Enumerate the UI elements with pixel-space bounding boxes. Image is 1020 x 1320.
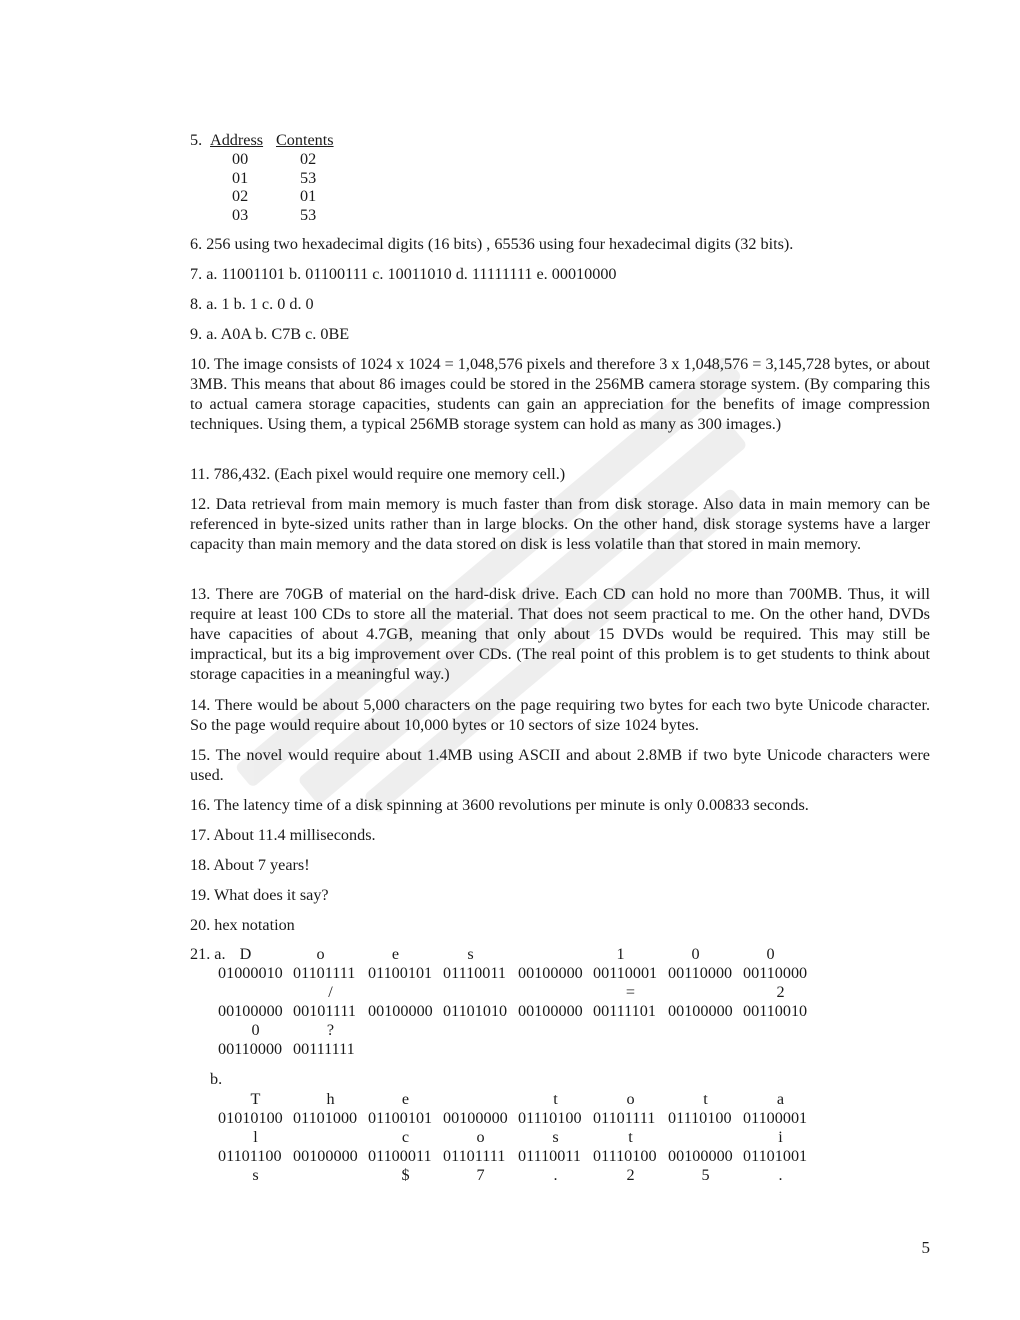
q21-letter-row xyxy=(218,1090,818,1108)
q21-letter: 2 xyxy=(626,1166,635,1184)
q21-letter: o xyxy=(476,1128,485,1146)
q21-bit-row xyxy=(218,964,818,983)
q5-address-cell: 02 xyxy=(232,187,249,205)
q5-address-cell: 03 xyxy=(232,205,249,224)
q21-byte: 01100011 xyxy=(368,1147,432,1165)
q21a-label: 21. a. xyxy=(190,945,226,963)
q21-bit-row xyxy=(218,1002,818,1021)
answer-q13: 13. There are 70GB of material on the hard-disk drive. Each CD can hold no more than 700MB. Thus, it will require at least 100 CDs to store all the material. That does not seem practical to me. On the other hand, DVDs have capacities of about 4.7GB, meaning that only about 15 DVDs would be required. This may still be impractical, but its a big improvement over CDs. (The real point of this problem is to get students to think about storage capacities in a meaningful way.) xyxy=(190,585,930,683)
q21-letter: t xyxy=(703,1090,708,1108)
q5-address-cell: 00 xyxy=(232,150,249,168)
q5-number: 5. xyxy=(190,131,203,149)
q21-letter: = xyxy=(625,983,636,1001)
q21-byte: 00110000 xyxy=(668,964,733,982)
q21-byte: 01101111 xyxy=(443,1147,506,1165)
q21-letter: h xyxy=(326,1090,335,1108)
q21-byte: 00111111 xyxy=(293,1040,355,1058)
q21-byte: 01101111 xyxy=(293,964,356,982)
q21-letter: e xyxy=(401,1090,410,1108)
q5-header-address: Address xyxy=(210,131,264,149)
q21-letter: t xyxy=(553,1090,558,1108)
answer-q15: 15. The novel would require about 1.4MB using ASCII and about 2.8MB if two byte Unicode characters were used. xyxy=(190,746,930,784)
q21-letter: 7 xyxy=(476,1166,485,1184)
answer-q6: 6. 256 using two hexadecimal digits (16 bits) , 65536 using four hexadecimal digits (32 bits). xyxy=(190,235,794,253)
answer-q19: 19. What does it say? xyxy=(190,886,329,904)
q21-byte: 01010100 xyxy=(218,1109,283,1127)
q21-letter: T xyxy=(250,1090,261,1108)
q21-byte: 01101100 xyxy=(218,1147,282,1165)
q5-contents-cell: 02 xyxy=(300,150,317,168)
q21-byte: 00100000 xyxy=(668,1002,733,1020)
q21-byte: 01101010 xyxy=(443,1002,508,1020)
q21-letter: . xyxy=(553,1166,558,1184)
q21-byte: 00100000 xyxy=(518,1002,583,1020)
answer-q17: 17. About 11.4 milliseconds. xyxy=(190,826,376,844)
q5-address-cell: 01 xyxy=(232,168,249,187)
answer-q12: 12. Data retrieval from main memory is much faster than from disk storage. Also data in main memory can be referenced in byte-sized units rather than in large blocks. On the other hand, disk storage systems have a larger capacity than main memory and the data stored on disk is less volatile than that stored in main memory. xyxy=(190,495,930,553)
q21-letter: o xyxy=(626,1090,635,1108)
q21-bit-row xyxy=(218,1040,368,1059)
answer-q14: 14. There would be about 5,000 characters on the page requiring two bytes for each two byte Unicode character. So the page would require about 10,000 bytes or 10 sectors of size 1024 bytes. xyxy=(190,696,930,734)
q21-letter: 0 xyxy=(691,945,700,963)
q21-byte: 00110010 xyxy=(743,1002,808,1020)
answer-q7: 7. a. 11001101 b. 01100111 c. 10011010 d. 11111111 e. 00010000 xyxy=(190,265,617,283)
q21-byte: 01100101 xyxy=(368,1109,433,1127)
q21-letter: 2 xyxy=(776,983,785,1001)
q21-byte: 00110000 xyxy=(743,964,808,982)
q21-letter: e xyxy=(391,945,400,963)
q21-byte: 01110011 xyxy=(518,1147,581,1165)
q21-byte: 01101111 xyxy=(593,1109,656,1127)
q21-letter-row xyxy=(218,983,818,1001)
q21-byte: 00100000 xyxy=(443,1109,508,1127)
q21-byte: 00100000 xyxy=(293,1147,358,1165)
answer-q11: 11. 786,432. (Each pixel would require one memory cell.) xyxy=(190,465,566,483)
q21-letter-row xyxy=(218,1166,818,1184)
q21-letter: D xyxy=(239,945,252,963)
q5-contents-cell: 53 xyxy=(300,205,317,224)
q21-byte: 00101111 xyxy=(293,1002,356,1020)
q21-byte: 01000010 xyxy=(218,964,283,982)
q21-byte: 00100000 xyxy=(368,1002,433,1020)
q21-byte: 01100101 xyxy=(368,964,433,982)
q21-letter: i xyxy=(778,1128,783,1146)
answer-q16: 16. The latency time of a disk spinning at 3600 revolutions per minute is only 0.00833 seconds. xyxy=(190,796,809,814)
q5-contents-cell: 53 xyxy=(300,168,317,187)
q21-letter-row xyxy=(218,1128,818,1146)
answer-q9: 9. a. A0A b. C7B c. 0BE xyxy=(190,325,350,343)
q21-letter: 0 xyxy=(766,945,775,963)
q21-letter: ? xyxy=(326,1021,335,1039)
q21-letter: . xyxy=(778,1166,783,1184)
q21-letter: / xyxy=(328,983,333,1001)
q21-letter: s xyxy=(467,945,474,963)
q21-letter: 1 xyxy=(616,945,625,963)
q21-letter: $ xyxy=(401,1166,410,1184)
answer-q20: 20. hex notation xyxy=(190,916,295,934)
answer-q18: 18. About 7 years! xyxy=(190,856,310,874)
q21-byte: 00110000 xyxy=(218,1040,283,1058)
q21-byte: 01100001 xyxy=(743,1109,808,1127)
answer-q8: 8. a. 1 b. 1 c. 0 d. 0 xyxy=(190,295,314,313)
q21b-label: b. xyxy=(210,1070,223,1088)
q21-letter: s xyxy=(552,1128,559,1146)
q21-byte: 01101000 xyxy=(293,1109,358,1127)
q21-letter: c xyxy=(401,1128,410,1146)
q21-byte: 00111101 xyxy=(593,1002,656,1020)
q21-letter-row xyxy=(218,1021,818,1039)
page-number: 5 xyxy=(921,1238,930,1257)
q21-letter-row xyxy=(208,945,808,963)
q21-byte: 01110011 xyxy=(443,964,506,982)
q21-byte: 00100000 xyxy=(218,1002,283,1020)
q5-contents-cell: 01 xyxy=(300,187,317,205)
q21-byte: 00110001 xyxy=(593,964,658,982)
q21-letter: a xyxy=(776,1090,785,1108)
q21-letter: 0 xyxy=(251,1021,260,1039)
q21-byte: 00100000 xyxy=(668,1147,733,1165)
q21-bit-row xyxy=(218,1109,818,1128)
q21-letter: s xyxy=(252,1166,259,1184)
q21-letter: t xyxy=(628,1128,633,1146)
q21-byte: 01110100 xyxy=(593,1147,657,1165)
q21-letter: o xyxy=(316,945,325,963)
q21-byte: 01110100 xyxy=(518,1109,582,1127)
q21-letter: l xyxy=(253,1128,258,1146)
q5-header-contents: Contents xyxy=(276,131,334,149)
q21-byte: 00100000 xyxy=(518,964,583,982)
q21-letter: 5 xyxy=(701,1166,710,1184)
answer-q10: 10. The image consists of 1024 x 1024 = 1,048,576 pixels and therefore 3 x 1,048,576 = 3,145,728 bytes, or about 3MB. This means that about 86 images could be stored in the 256MB camera storage system. (By comparing this to actual camera storage capacities, students can gain an appreciation for the benefits of image compression techniques. Using them, a typical 256MB storage system can hold as many as 300 images.) xyxy=(190,355,931,433)
q21-byte: 01110100 xyxy=(668,1109,732,1127)
q21-byte: 01101001 xyxy=(743,1147,808,1165)
q21-bit-row xyxy=(218,1147,818,1166)
